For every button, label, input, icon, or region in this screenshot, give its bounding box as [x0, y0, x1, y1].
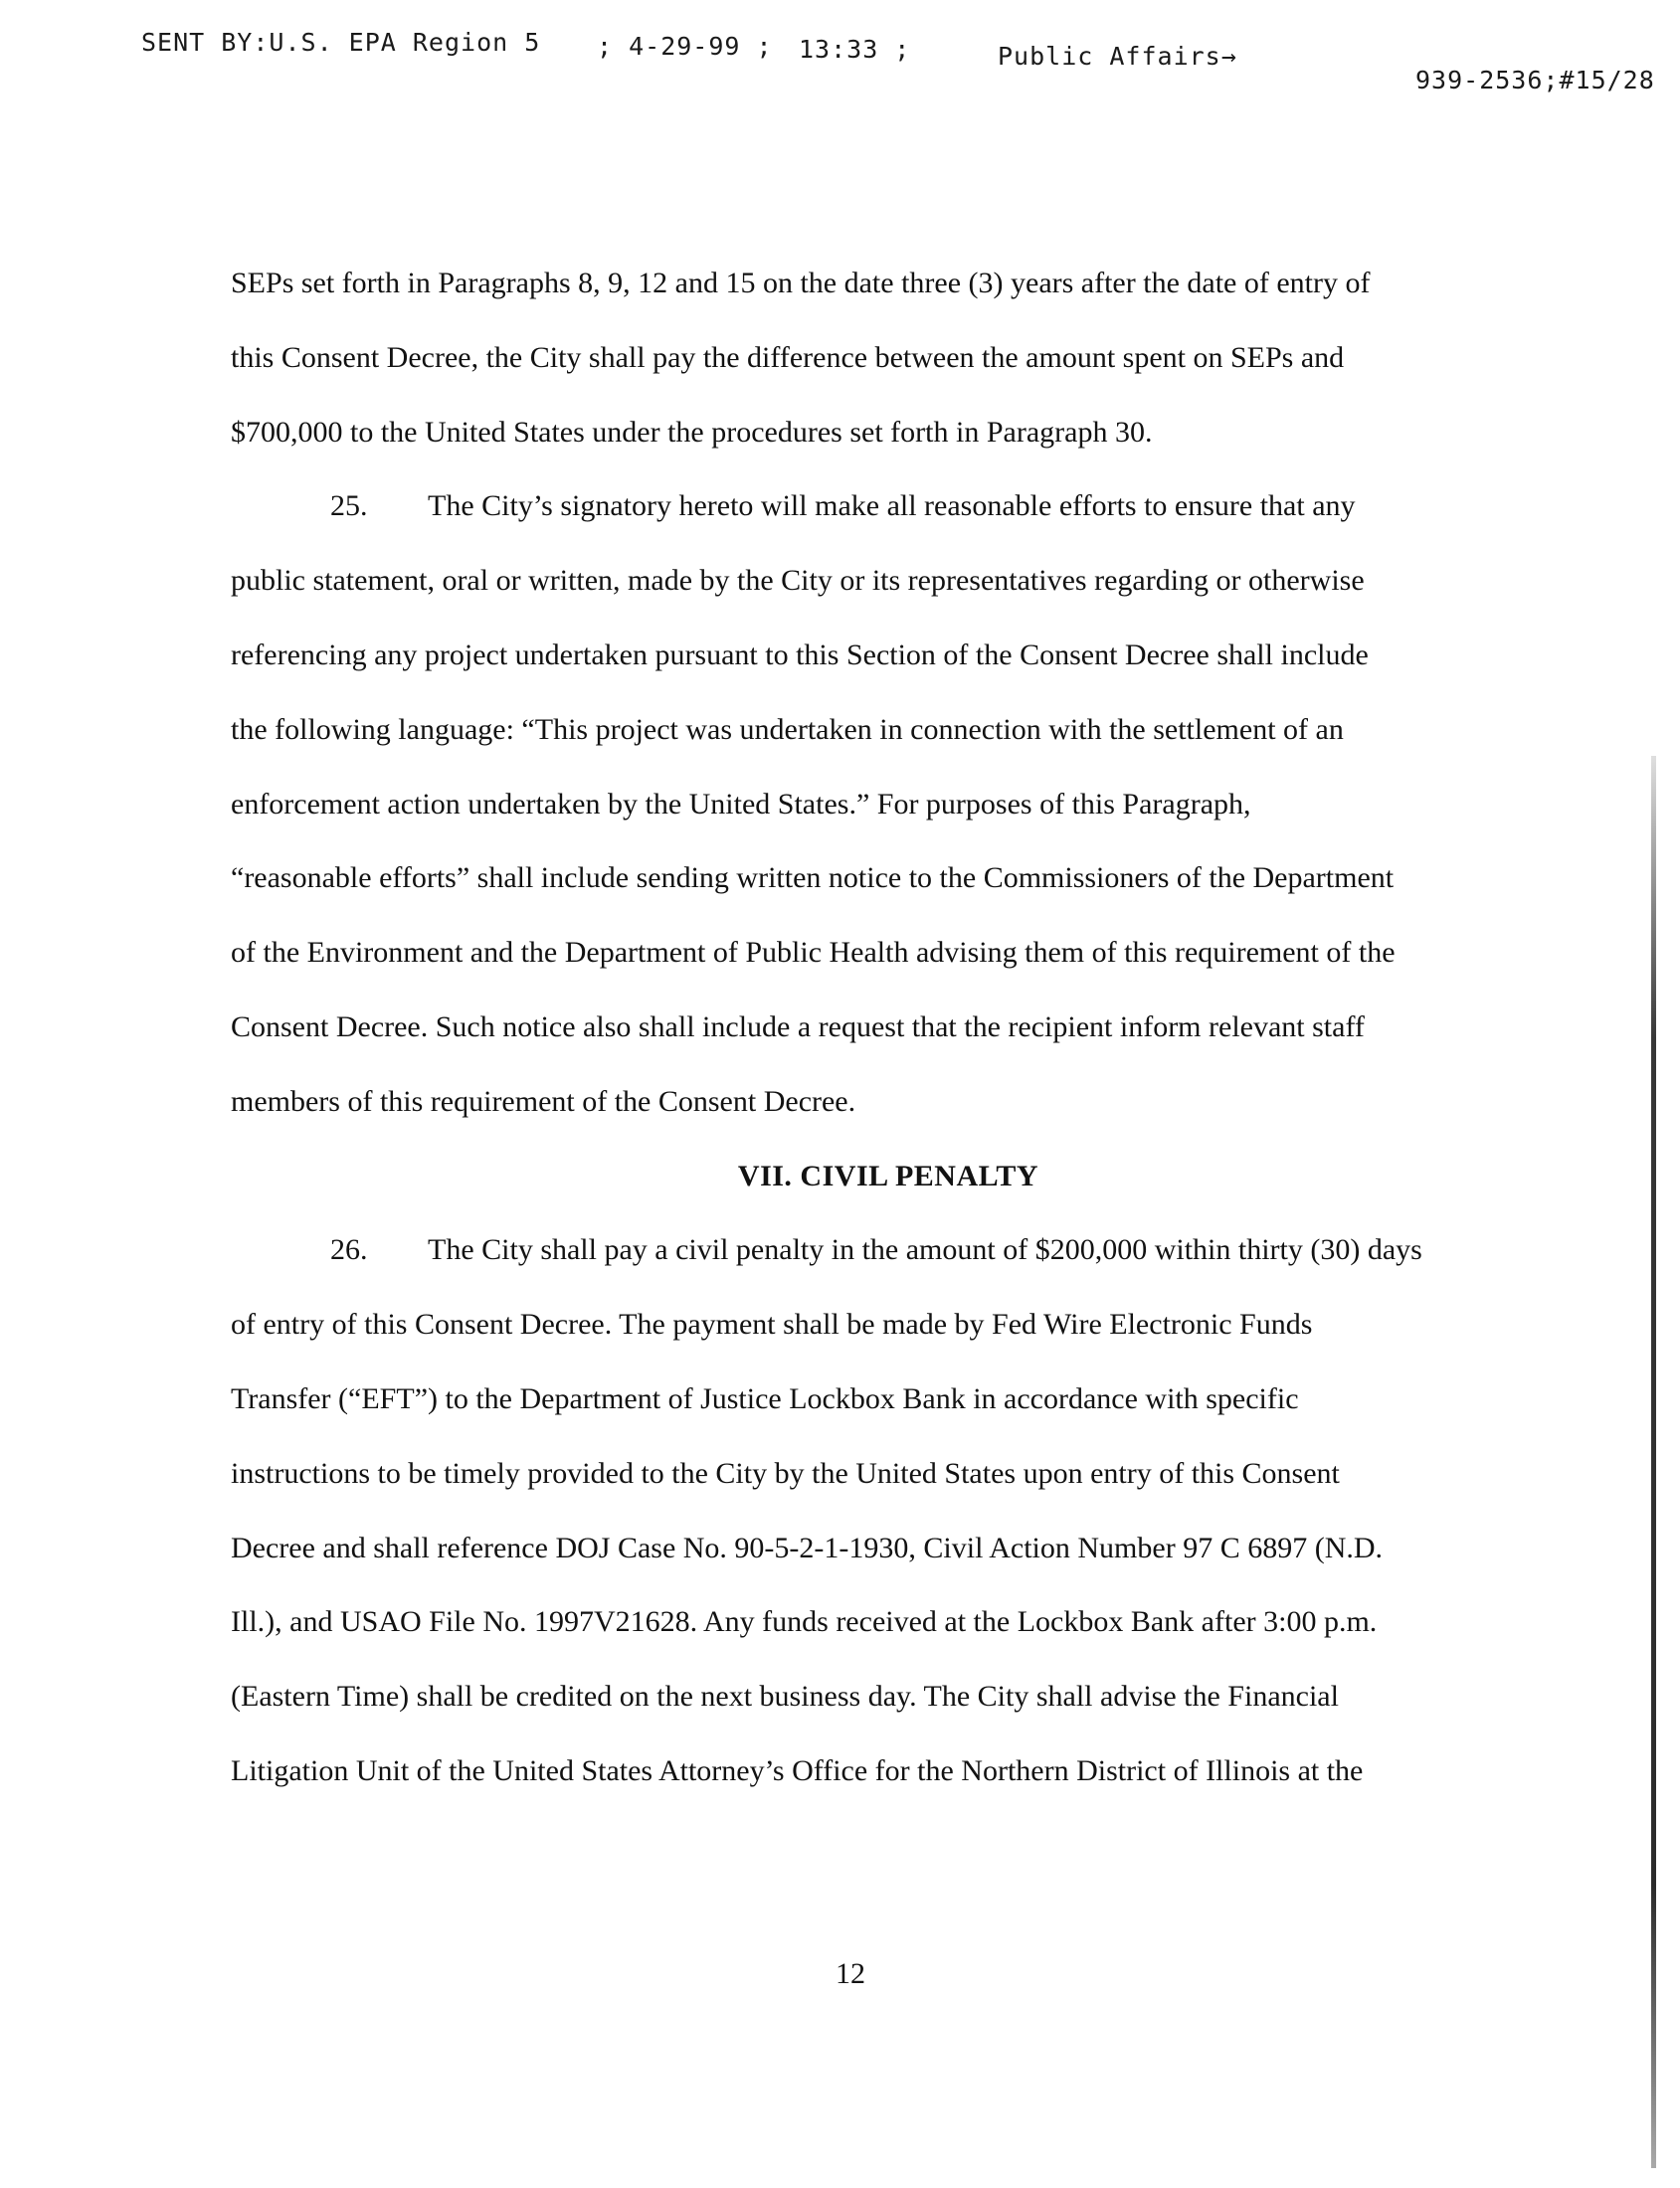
text-line: (Eastern Time) shall be credited on the next business day. The City shall advise the Financial: [231, 1680, 1339, 1714]
text-line: Ill.), and USAO File No. 1997V21628. Any funds received at the Lockbox Bank after 3:00 p.m.: [231, 1605, 1378, 1639]
fax-time: 13:33 ;: [799, 35, 911, 64]
scan-edge-line: [1651, 756, 1656, 2168]
text-line: instructions to be timely provided to the City by the United States upon entry of this Consent: [231, 1456, 1340, 1490]
text-line: enforcement action undertaken by the United States.” For purposes of this Paragraph,: [231, 787, 1251, 820]
page-number: 12: [836, 1957, 865, 1990]
text-line: $700,000 to the United States under the procedures set forth in Paragraph 30.: [231, 415, 1153, 449]
fax-destination: Public Affairs→: [998, 42, 1237, 71]
document-body: [231, 247, 1476, 1809]
text-line: referencing any project undertaken pursuant to this Section of the Consent Decree shall include: [231, 638, 1369, 671]
fax-date: ; 4-29-99 ;: [597, 32, 773, 61]
fax-sender: SENT BY:U.S. EPA Region 5: [141, 28, 541, 57]
text-line: of entry of this Consent Decree. The payment shall be made by Fed Wire Electronic Funds: [231, 1308, 1313, 1342]
paragraph-text: The City’s signatory hereto will make all reasonable efforts to ensure that any: [428, 489, 1356, 523]
text-line: public statement, oral or written, made by the City or its representatives regarding or otherwise: [231, 564, 1365, 598]
paragraph-number: 25.: [330, 489, 368, 523]
paragraph-26-first-line: [231, 1213, 1476, 1288]
text-line: of the Environment and the Department of Public Health advising them of this requirement of the: [231, 936, 1396, 970]
paragraph-number: 26.: [330, 1233, 368, 1267]
paragraph-text: The City shall pay a civil penalty in the amount of $200,000 within thirty (30) days: [428, 1233, 1422, 1267]
text-line: members of this requirement of the Consent Decree.: [231, 1084, 856, 1118]
text-line: Litigation Unit of the United States Attorney’s Office for the Northern District of Illinois at the: [231, 1753, 1364, 1787]
text-line: “reasonable efforts” shall include sending written notice to the Commissioners of the Department: [231, 861, 1395, 895]
text-line: this Consent Decree, the City shall pay the difference between the amount spent on SEPs and: [231, 340, 1345, 374]
paragraph-25-first-line: [231, 469, 1476, 544]
text-line: Transfer (“EFT”) to the Department of Justice Lockbox Bank in accordance with specific: [231, 1381, 1299, 1415]
text-line: Consent Decree. Such notice also shall include a request that the recipient inform relevant staff: [231, 1009, 1365, 1043]
text-line: the following language: “This project was undertaken in connection with the settlement of an: [231, 712, 1344, 746]
text-line: Decree and shall reference DOJ Case No. 90-5-2-1-1930, Civil Action Number 97 C 6897 (N.D.: [231, 1531, 1384, 1564]
text-line: SEPs set forth in Paragraphs 8, 9, 12 and 15 on the date three (3) years after the date of entry of: [231, 267, 1371, 299]
fax-page-info: 939-2536;#15/28: [1415, 66, 1655, 94]
section-heading: VII. CIVIL PENALTY: [737, 1159, 1039, 1192]
fax-header: [0, 28, 1680, 94]
